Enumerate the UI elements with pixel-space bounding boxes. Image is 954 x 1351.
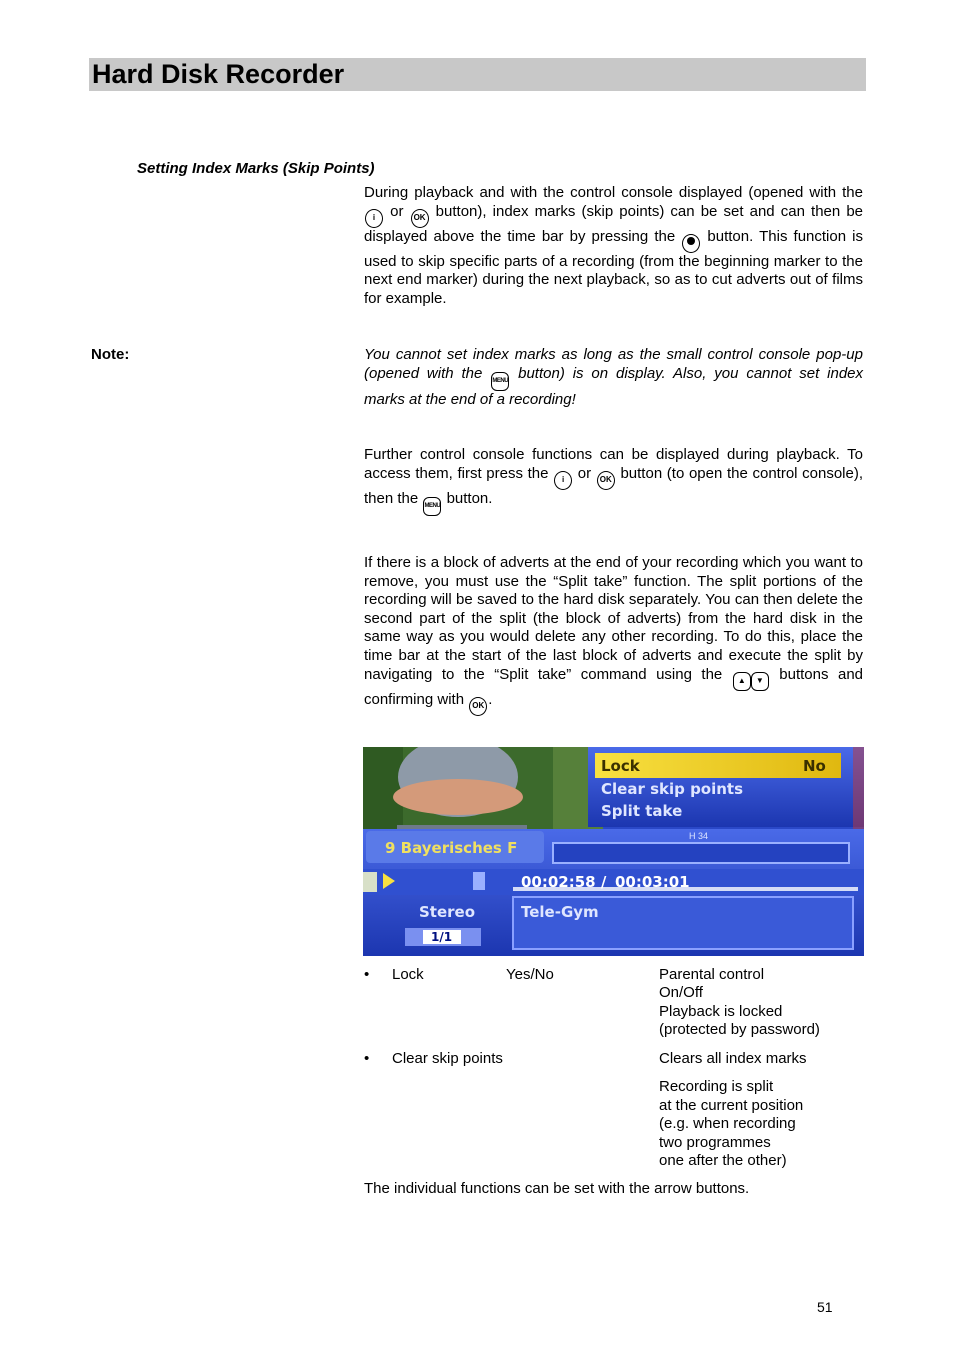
function-desc-line: (protected by password) — [659, 1021, 820, 1038]
note-label: Note: — [91, 346, 130, 363]
paragraph-index-marks — [364, 184, 863, 308]
recording-icon — [473, 872, 485, 890]
audio-mode: Stereo — [419, 903, 476, 921]
time-total: 00:03:01 — [615, 873, 690, 891]
bullet: • — [364, 966, 370, 983]
section-title: Setting Index Marks (Skip Points) — [137, 160, 375, 177]
function-name-lock: Lock — [392, 966, 424, 983]
menu-item-clear-skip-points: Clear skip points — [601, 780, 744, 798]
paragraph-split-take — [364, 554, 863, 716]
record-button-icon — [682, 234, 700, 253]
function-desc-line: Parental control — [659, 966, 765, 983]
down-arrow-button-icon: ▼ — [751, 672, 769, 691]
paragraph-console-functions — [364, 446, 863, 516]
text: button (to open the control console), then the — [364, 464, 864, 507]
function-desc-line: On/Off — [659, 984, 703, 1001]
bar-label: H 34 — [689, 831, 709, 841]
time-current: 00:02:58 / — [521, 873, 607, 891]
function-desc-line: Clears all index marks — [659, 1050, 807, 1067]
function-desc-line: at the current position — [659, 1097, 804, 1114]
text: or — [577, 464, 592, 482]
page-number: 51 — [817, 1299, 833, 1315]
text: Further control console functions can be displayed during playback. To access them, first press the — [364, 446, 863, 482]
function-desc-line: two programmes — [659, 1134, 771, 1151]
page-title: Hard Disk Recorder — [92, 59, 345, 89]
ok-button-icon: OK — [597, 471, 615, 490]
footer-note: The individual functions can be set with the arrow buttons. — [364, 1180, 750, 1197]
info-button-icon: i — [365, 209, 383, 228]
menu-button-icon: MENU — [423, 497, 441, 516]
function-desc-line: Recording is split — [659, 1078, 774, 1095]
text: You cannot set index marks as long as the small control console pop-up (opened with the — [364, 346, 863, 382]
function-desc-line: (e.g. when recording — [659, 1115, 796, 1132]
function-desc-line: Playback is locked — [659, 1003, 783, 1020]
tv-screenshot — [363, 747, 864, 956]
ok-button-icon: OK — [469, 697, 487, 716]
text: button), index marks (skip points) can be set and can then be displayed above the time bar by pressing the — [364, 202, 864, 245]
bullet: • — [364, 1050, 370, 1067]
note-text — [364, 346, 863, 409]
function-desc-line: one after the other) — [659, 1152, 787, 1169]
page-header — [89, 58, 866, 91]
text: button. This function is used to skip specific parts of a recording (from the beginning marker to the next end marker) during the next playback, so as to cut adverts out of films for example. — [364, 227, 864, 307]
channel-name: 9 Bayerisches F — [385, 839, 518, 857]
text: button. — [446, 489, 493, 507]
text: During playback and with the control console displayed (opened with the — [364, 184, 863, 201]
menu-item-split-take: Split take — [601, 802, 683, 820]
menu-item-lock-value: No — [803, 757, 826, 775]
text: . — [488, 690, 493, 708]
function-option-lock: Yes/No — [506, 966, 554, 983]
text: or — [390, 202, 404, 220]
menu-item-lock-label: Lock — [601, 757, 640, 775]
programme-title: Tele-Gym — [521, 903, 599, 921]
info-button-icon: i — [554, 471, 572, 490]
text: buttons and confirming with — [364, 665, 864, 708]
up-arrow-button-icon: ▲ — [733, 672, 751, 691]
menu-button-icon: MENU — [491, 372, 509, 391]
function-name-clear-skip-points: Clear skip points — [392, 1050, 503, 1067]
page-indicator: 1/1 — [431, 930, 453, 944]
text: button) is on display. Also, you cannot set index marks at the end of a recording! — [364, 364, 864, 408]
text: If there is a block of adverts at the end of your recording which you want to remove, you must use the “Split take” function. The split portions of the recording will be saved to the hard disk separately. You can then delete the second part of the split (the block of adverts) from the hard disk in the same way as you would delete any other recording. To do this, place the time bar at the start of the last block of adverts and execute the split by navigating to the “Split take” command using the — [364, 554, 863, 683]
ok-button-icon: OK — [411, 209, 429, 228]
